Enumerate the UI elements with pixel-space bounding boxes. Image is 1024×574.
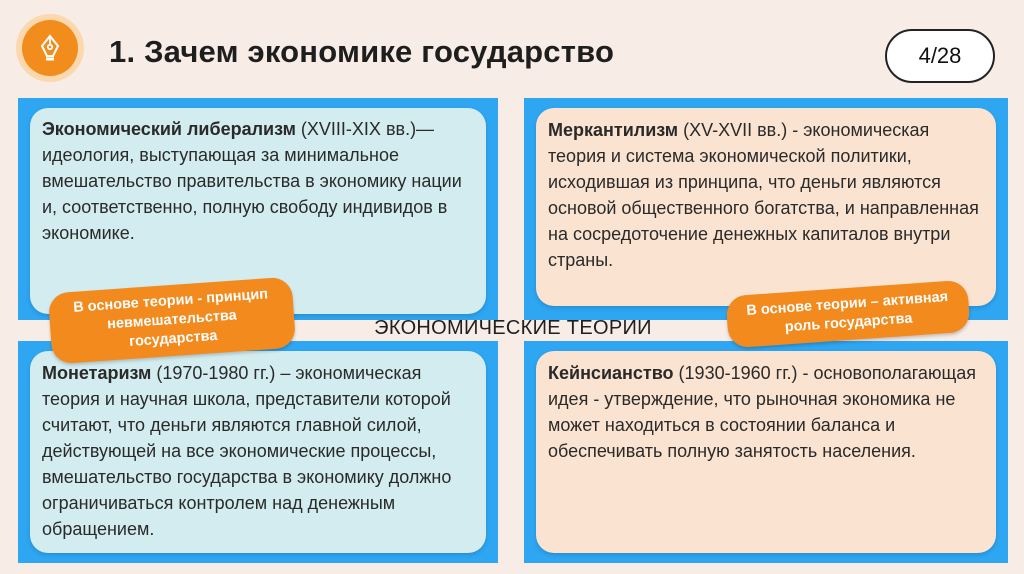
card-term: Монетаризм	[42, 363, 152, 383]
card-text: (1970-1980 гг.) – экономическая теория и научная школа, представители которой считают, что деньги являются главной силой, действующей на все экономические процессы, вмешательство государства в экономику должно ограничиваться контролем над денежным обращением.	[42, 363, 452, 539]
logo	[22, 20, 78, 76]
card-text: (XVIII-XIX вв.)— идеология, выступающая за минимальное вмешательство правительства в экономику нации и, соответственно, полную свободу индивидов в экономике.	[42, 119, 462, 243]
pen-nib-icon	[34, 32, 66, 64]
card-mercantilism	[536, 108, 996, 306]
center-label: ЭКОНОМИЧЕСКИЕ ТЕОРИИ	[374, 317, 652, 339]
page-title: 1. Зачем экономике государство	[109, 34, 615, 69]
card-text: (1930-1960 гг.) - основополагающая идея - утверждение, что рыночная экономика не может находиться в состоянии баланса и обеспечивать полную занятость населения.	[548, 363, 977, 461]
page-indicator: 4/28	[885, 29, 995, 83]
card-term: Экономический либерализм	[42, 119, 296, 139]
card-term: Кейнсианство	[548, 363, 674, 383]
pill-non-intervention: В основе теории - принцип невмешательства государства	[48, 277, 296, 365]
card-keynesianism	[536, 351, 996, 553]
card-monetarism	[30, 351, 486, 553]
card-text: (XV-XVII вв.) - экономическая теория и система экономической политики, исходившая из принципа, что деньги являются основой общественного богатства, и направленная на сосредоточение денежных капиталов внутри страны.	[548, 120, 979, 270]
pill-active-role: В основе теории – активная роль государства	[725, 280, 970, 349]
card-term: Меркантилизм	[548, 120, 679, 140]
